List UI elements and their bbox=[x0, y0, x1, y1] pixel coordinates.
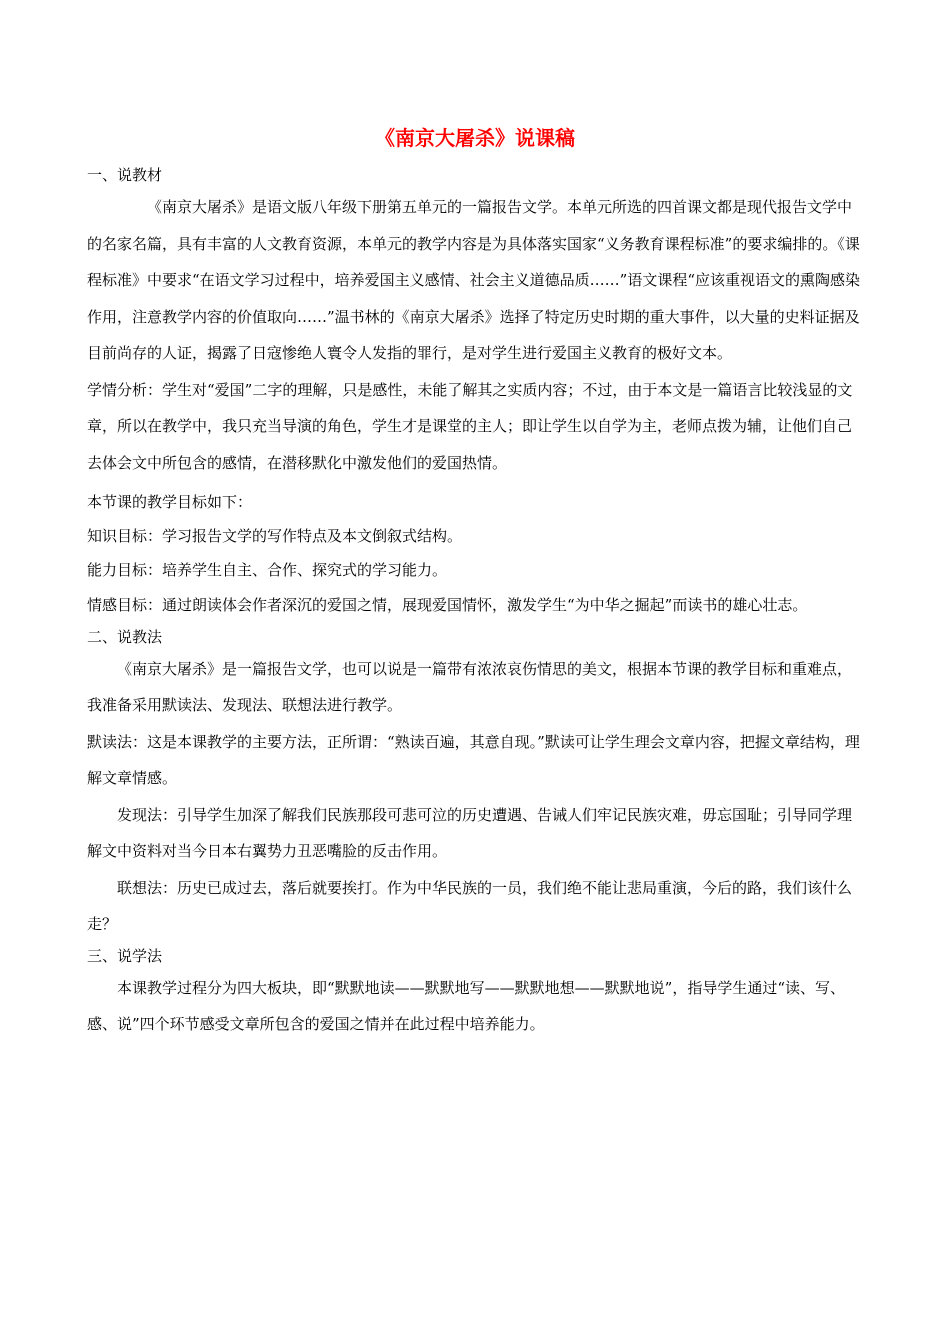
paragraph-silent-reading: 默读法：这是本课教学的主要方法，正所谓：“熟读百遍，其意自现。”默读可让学生理会文章内容，把握文章结构，理解文章情感。 bbox=[87, 732, 860, 787]
paragraph-method-intro: 《南京大屠杀》是一篇报告文学，也可以说是一篇带有浓浓哀伤情思的美文，根据本节课的教学目标和重难点，我准备采用默读法、发现法、联想法进行教学。 bbox=[87, 659, 853, 714]
paragraph-discovery-method: 发现法：引导学生加深了解我们民族那段可悲可泣的历史遭遇、告诫人们牢记民族灾难，毋忘国耻；引导同学理解文中资料对当今日本右翼势力丑恶嘴脸的反击作用。 bbox=[87, 805, 853, 860]
paragraph-learner-analysis: 学情分析：学生对“爱国”二字的理解，只是感性，未能了解其之实质内容；不过，由于本文是一篇语言比较浅显的文章，所以在教学中，我只充当导演的角色，学生才是课堂的主人；即让学生以自学为主，老师点拨为辅，让他们自己去体会文中所包含的感情，在潜移默化中激发他们的爱国热情。 bbox=[87, 380, 853, 472]
paragraph-learning-process: 本课教学过程分为四大板块，即“默默地读——默默地写——默默地想——默默地说”，指导学生通过“读、写、感、说”四个环节感受文章所包含的爱国之情并在此过程中培养能力。 bbox=[87, 978, 846, 1033]
section-heading-teaching-material: 一、说教材 bbox=[87, 166, 163, 184]
paragraph-ability-objective: 能力目标：培养学生自主、合作、探究式的学习能力。 bbox=[87, 561, 448, 579]
document-title: 《南京大屠杀》说课稿 bbox=[375, 126, 575, 150]
document-body bbox=[87, 162, 862, 1043]
section-heading-learning-method: 三、说学法 bbox=[87, 946, 163, 965]
section-heading-teaching-method: 二、说教法 bbox=[87, 627, 163, 646]
paragraph-knowledge-objective: 知识目标：学习报告文学的写作特点及本文倒叙式结构。 bbox=[87, 527, 463, 545]
paragraph-objectives-intro: 本节课的教学目标如下： bbox=[87, 493, 253, 511]
paragraph-emotion-objective: 情感目标：通过朗读体会作者深沉的爱国之情，展现爱国情怀，激发学生“为中华之掘起”而读书的雄心壮志。 bbox=[87, 596, 808, 614]
paragraph-association-method: 联想法：历史已成过去，落后就要挨打。作为中华民族的一员，我们绝不能让悲局重演，今后的路，我们该什么走？ bbox=[87, 878, 853, 933]
paragraph-material-intro: 《南京大屠杀》是语文版八年级下册第五单元的一篇报告文学。本单元所选的四首课文都是现代报告文学中的名家名篇，具有丰富的人文教育资源，本单元的教学内容是为具体落实国家“义务教育课程标准”的要求编排的。《课程标准》中要求“在语文学习过程中，培养爱国主义感情、社会主义道德品质……”语文课程“应该重视语文的熏陶感染作用，注意教学内容的价值取向……”温书林的《南京大屠杀》选择了特定历史时期的重大事件，以大量的史料证据及目前尚存的人证，揭露了日寇惨绝人寰令人发指的罪行，是对学生进行爱国主义教育的极好文本。 bbox=[87, 198, 861, 362]
